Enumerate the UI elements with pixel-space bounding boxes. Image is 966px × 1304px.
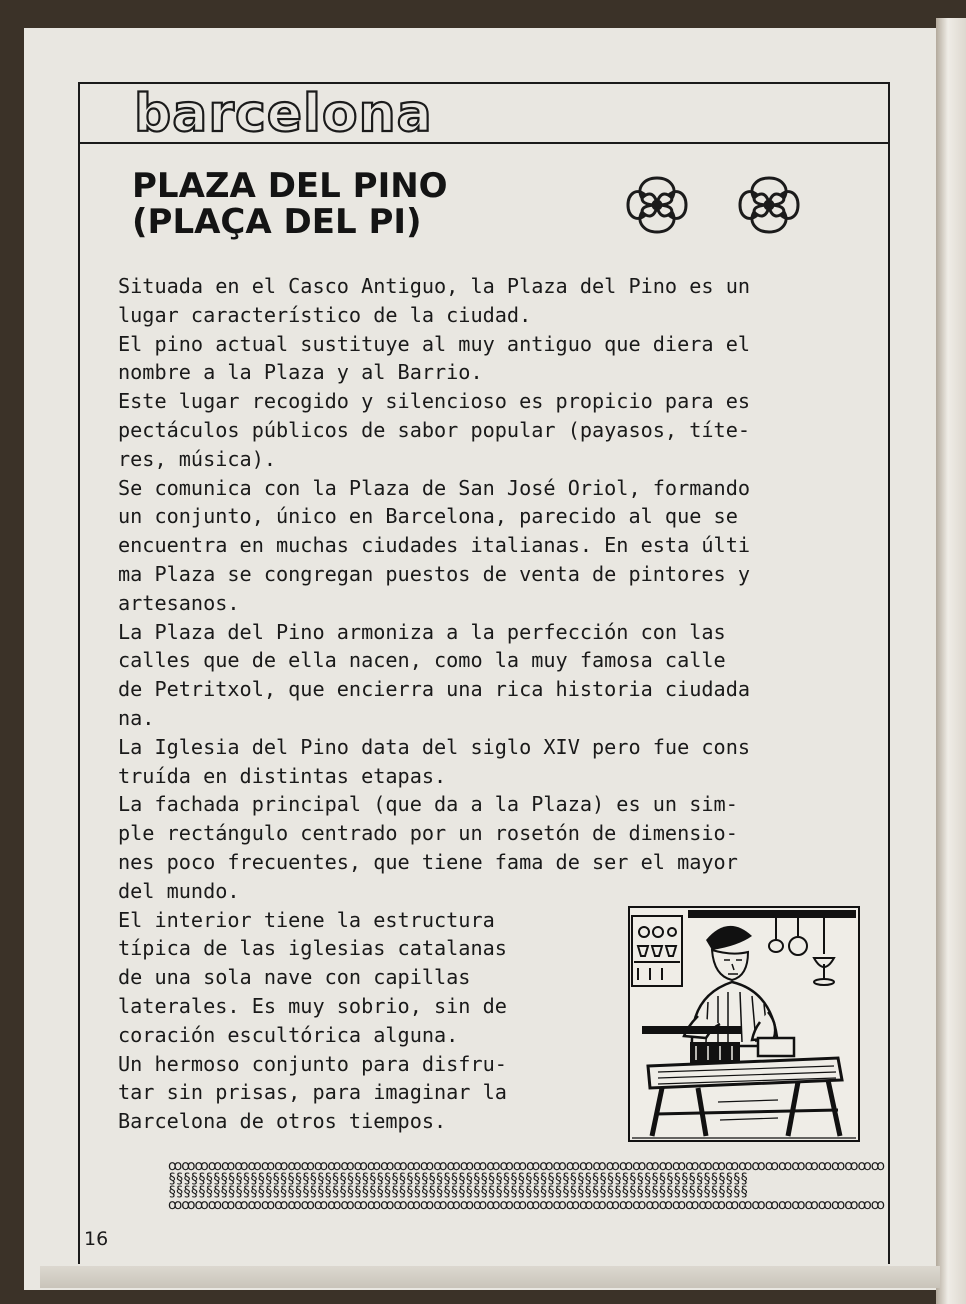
body-line: nes poco frecuentes, que tiene fama de ser el mayor [118,849,738,874]
woodcut-craftsman-icon [628,906,860,1142]
body-line: Se comunica con la Plaza de San José Oriol, formando [118,475,751,500]
body-line: Un hermoso conjunto para disfru- [118,1051,507,1076]
body-line: del mundo. [118,878,240,903]
body-line: lugar característico de la ciudad. [118,302,532,327]
body-line: pectáculos públicos de sabor popular (payasos, títe- [118,417,751,442]
body-line: típica de las iglesias catalanas [118,936,507,961]
page-number: 16 [84,1228,109,1250]
body-line: ma Plaza se congregan puestos de venta de pintores y [118,561,751,586]
body-line: na. [118,705,155,730]
body-line: Barcelona de otros tiempos. [118,1109,447,1134]
decorative-chain-border: ꝏꝏꝏꝏꝏꝏꝏꝏꝏꝏꝏꝏꝏꝏꝏꝏꝏꝏꝏꝏꝏꝏꝏꝏꝏꝏꝏꝏꝏꝏꝏꝏꝏꝏꝏꝏꝏꝏꝏꝏꝏꝏꝏꝏꝏꝏꝏꝏꝏꝏꝏꝏꝏꝏ §§§§§§§§§§§§§§§§§§§§§§§§§§§§§§§§§§§§§§§§§§§§§§§§§§§§§§§§§§§§§§§§§§§§§§§§§§§§§§ §§§§§§§§§§§§§§§§§§§§§§§§§§§§§§§§§§§§§§§§§§§§§§§§§§§§§§§§§§§§§§§§§§§§§§§§§§§§§§ ꝏꝏꝏꝏꝏꝏꝏꝏꝏꝏꝏꝏꝏꝏꝏꝏꝏꝏꝏꝏꝏꝏꝏꝏꝏꝏꝏꝏꝏꝏꝏꝏꝏꝏꝏꝏꝏꝏꝏꝏꝏꝏꝏꝏꝏꝏꝏꝏꝏꝏꝏꝏꝏꝏ [168,1158,885,1213]
body-line: Situada en el Casco Antiguo, la Plaza del Pino es un [118,274,751,298]
page-spine [936,18,966,1304]
body-line: coración escultórica alguna. [118,1022,459,1047]
title-line-2: (PLAÇA DEL PI) [132,202,422,242]
body-line: encuentra en muchas ciudades italianas. En esta últi [118,533,751,558]
body-line: calles que de ella nacen, como la muy famosa calle [118,648,726,673]
body-line: ple rectángulo centrado por un rosetón de dimensio- [118,821,738,846]
body-line: laterales. Es muy sobrio, sin de [118,993,507,1018]
title-line-1: PLAZA DEL PINO [132,166,448,206]
body-line: de una sola nave con capillas [118,965,471,990]
body-line: El interior tiene la estructura [118,907,495,932]
body-line: Este lugar recogido y silencioso es propicio para es [118,389,751,414]
body-line: res, música). [118,446,277,471]
body-line: La fachada principal (que da a la Plaza) es un sim- [118,792,738,817]
body-line: de Petritxol, que encierra una rica historia ciudada [118,677,751,702]
page-stack-edge [40,1266,940,1288]
body-line: nombre a la Plaza y al Barrio. [118,360,483,385]
body-line: La Plaza del Pino armoniza a la perfección con las [118,619,726,644]
body-line: artesanos. [118,590,240,615]
body-line: tar sin prisas, para imaginar la [118,1080,507,1105]
frame-line-left [78,144,80,1264]
body-line: La Iglesia del Pino data del siglo XIV pero fue cons [118,734,751,759]
floral-ornament-icon [736,170,802,240]
body-line: El pino actual sustituye al muy antiguo que diera el [118,331,751,356]
section-logo: barcelona [134,84,433,144]
section-header [78,82,890,144]
body-line: truída en distintas etapas. [118,763,447,788]
floral-ornament-icon [624,170,690,240]
body-line: un conjunto, único en Barcelona, parecido al que se [118,504,738,529]
article-title [132,168,448,240]
